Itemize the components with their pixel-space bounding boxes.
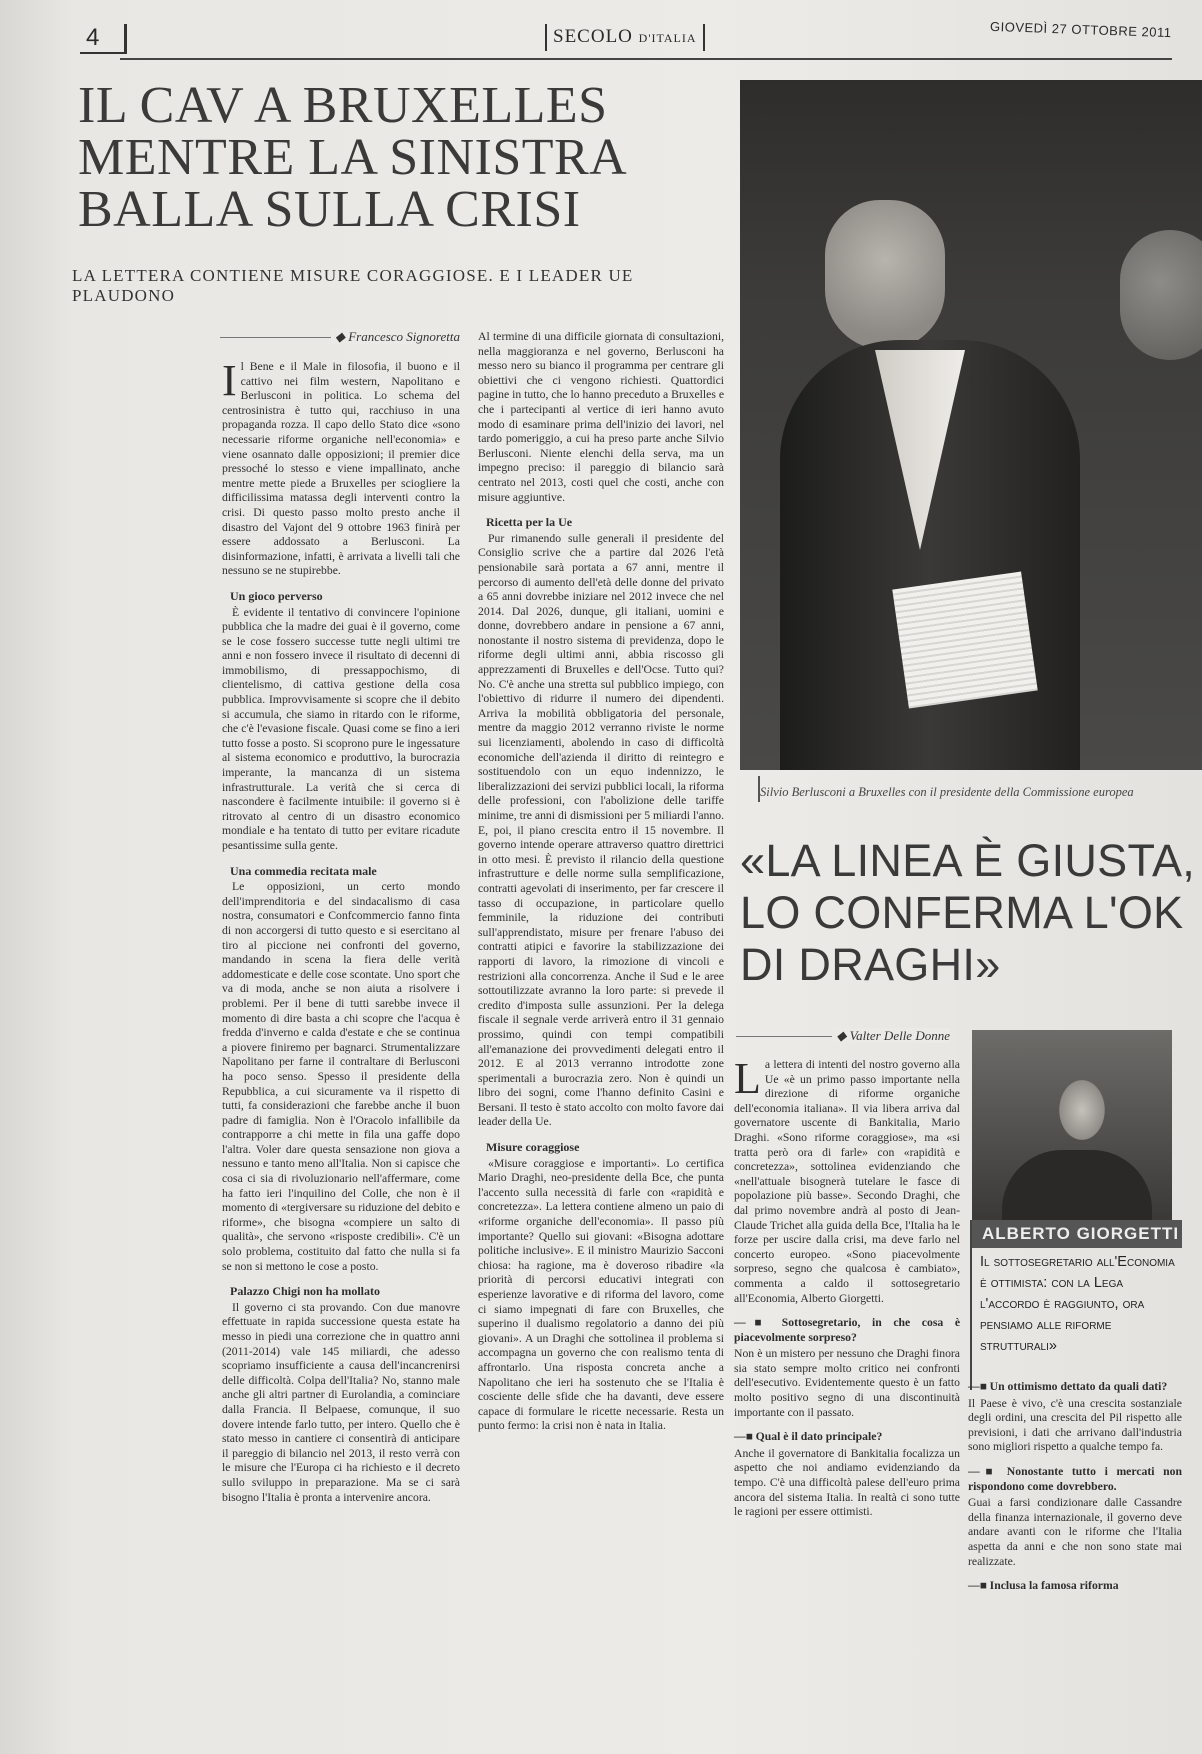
newspaper-name xyxy=(545,24,705,51)
giorgetti-photo xyxy=(972,1030,1172,1220)
barroso-berlusconi-photo xyxy=(740,80,1202,770)
main-subhead: LA LETTERA CONTIENE MISURE CORAGGIOSE. E I LEADER UE PLAUDONO xyxy=(72,266,634,305)
section-heading: Un gioco perverso xyxy=(230,588,323,603)
paragraph: «Misure coraggiose e importanti». Lo certifica Mario Draghi, neo-presidente della Bce, che punta l'accento sulla necessità di farle con «rapidità e concretezza». La lettera contiene almeno un paio di «riforme organiche dell'economia». Il passo più importante? Quello sui giovani: «Bisogna adottare politiche inclusive». E il ministro Maurizio Sacconi chiosa: ha ragione, ma è doveroso ribadire «la priorità di percorsi educativi integrati con esperienze lavorative e di riforma del lavoro, come ci siamo impegnati di fare con Bruxelles, che superino il dualismo regolatorio a danno dei più giovani». A un Draghi che sottolinea il problema si accompagna un governo che con realismo tenta di affrontarlo. Una risposta concreta anche a Napolitano che ieri ha sostenuto che se l'Italia è cosciente delle sfide che ha davanti, deve essere capace di formulare le ricette necessarie. Resta un punto fermo: la crisi non è nata in Italia. xyxy=(478,1156,724,1433)
giorgetti-description: Il sottosegretario all'Economia è ottimista: con la Lega l'accordo è raggiunto, ora pensiamo alle riforme strutturali» xyxy=(980,1254,1175,1354)
interview-question: —■ Sottosegretario, in che cosa è piacevolmente sorpreso? xyxy=(734,1316,960,1345)
interview-answer: Anche il governatore di Bankitalia focalizza un aspetto che noi andiamo evidenziando da tempo. C'è una difficoltà palese dell'euro prima ancora del sistema Italia. In realtà ci sono tutte le ragioni per essere ottimisti. xyxy=(734,1446,960,1519)
section-heading: Ricetta per la Ue xyxy=(486,515,573,530)
main-headline: IL CAV A BRUXELLES MENTRE LA SINISTRA BALLA SULLA CRISI xyxy=(78,77,625,238)
giorgetti-box xyxy=(970,1030,1202,1354)
page-header xyxy=(80,18,1172,58)
section-heading: Una commedia recitata male xyxy=(230,863,377,878)
section-heading: Palazzo Chigi non ha mollato xyxy=(230,1284,381,1299)
paragraph: Il governo ci sta provando. Con due manovre effettuate in rapida successione questa estate ha messo in piedi una correzione che in quattro anni (2011-2014) vale 145 miliardi, che adesso scopriamo insufficiente a causa dell'incancrenirsi delle difficoltà. Colpa dell'Italia? No, stanno male anche gli altri partner di Eurolandia, a cominciare dalla Francia. Il Belpaese, comunque, il suo dovere intende farlo tutto, per intero. Quello che è stato messo in cantiere ci consentirà di anticipare il pareggio di bilancio nel 2013, il resto verrà con le misure che l'Europa ci ha richiesto e il decreto sullo sviluppo in preparazione. Ma se ci sarà bisogno l'Italia è pronta a intervenire ancora. xyxy=(222,1300,460,1504)
quote-headline: «LA LINEA È GIUSTA, LO CONFERMA L'OK DI DRAGHI» xyxy=(740,835,1196,990)
interview-answer: Non è un mistero per nessuno che Draghi finora sia stato sempre molto critico nei confronti dell'esecutivo. Evidentemente questo è un fatto molto positivo segno di una discontinuità importante con il passato. xyxy=(734,1347,960,1419)
interview-question: —■ Qual è il dato principale? xyxy=(734,1430,960,1445)
giorgetti-name: ALBERTO GIORGETTI xyxy=(972,1220,1182,1248)
interview-question: —■ Un ottimismo dettato da quali dati? xyxy=(968,1380,1182,1395)
article1-column-2 xyxy=(478,330,724,1434)
page-number: 4 xyxy=(80,24,127,54)
article2-column-b xyxy=(968,1380,1182,1596)
photo-papers xyxy=(892,572,1037,709)
paragraph: Pur rimanendo sulle generali il presidente del Consiglio scrive che a partire dal 2026 l'età pensionabile sarà portata a 67 anni, mentre il percorso di aumento dell'età delle donne del privato a 65 anni dovrebbe iniziare nel 2012 invece che nel 2014. Dal 2026, dunque, gli italiani, uomini e donne, dovrebbero andare in pensione a 67 anni, nonostante il nostro sistema di previdenza, dopo le riforme degli ultimi anni, abbia riscosso gli apprezzamenti di Bruxelles e dell'Ocse. Tutto qui? No. C'è anche una stretta sul pubblico impiego, con l'obiettivo di ridurre il numero dei dipendenti. Arriva la mobilità obbligatoria del personale, mentre da maggio 2012 verranno riviste le norme sui licenziamenti, abolendo in caso di difficoltà economiche dell'azienda il diritto di reintegro e sostituendolo con un equo indennizzo, le liberalizzazioni dei servizi pubblici locali, la riforma delle professioni, con l'abolizione delle tariffe minime, tre anni di dismissioni per 5 miliardi l'anno. E, poi, il piano crescita entro il 15 novembre. Il governo intende operare attraverso quattro direttrici in otto mesi. È previsto il rilancio della questione infrastrutture e delle norme sulla semplificazione, contratti agevolati di inserimento, per far crescere il tasso di occupazione, in particolare quello femminile, la riduzione dei contributi sull'apprendistato, misure per frenare l'abuso dei contratti atipici e favorire la stabilizzazione dei rapporti di lavoro, la rimozione di vincoli e restrizioni alla concorrenza. Anche il Sud e le aree sottoutilizzate avranno la loro parte: si prevede il credito d'imposta sulle assunzioni. Per la delega fiscale il segnale verde arriverà entro il 31 gennaio prossimo, quindi con tempi compatibili all'emanazione dei provvedimenti delegati entro il 2012. E al 2013 verranno introdotte zone sperimentali a burocrazia zero. Non è quindi un libro dei sogni, come l'hanno definito Casini e Bersani. Il testo è stato accolto con molto favore dai leader della Ue. xyxy=(478,531,724,1129)
issue-date: GIOVEDÌ 27 OTTOBRE 2011 xyxy=(990,18,1173,41)
newspaper-suffix: D'ITALIA xyxy=(638,31,697,45)
photo-figure-head xyxy=(825,200,945,350)
byline-author: ◆ Valter Delle Donne xyxy=(832,1028,950,1043)
article1-column-1 xyxy=(222,356,460,1505)
newspaper-title: SECOLO xyxy=(553,26,633,47)
article2-column-a xyxy=(734,1054,961,1520)
dropcap-l: L xyxy=(734,1054,761,1103)
interview-answer: Guai a farsi condizionare dalle Cassandre della finanza internazionale, il governo deve andare avanti con le riforme che l'Italia aspetta da anni e che non sono state mai realizzate. xyxy=(968,1496,1182,1568)
paragraph: Al termine di una difficile giornata di consultazioni, nella maggioranza e nel governo, Berlusconi ha messo nero su bianco il programma per centrare gli obiettivi che ci vengono richiesti. Quattordici pagine in tutto, che lo hanno preceduto a Bruxelles e che i partecipanti al vertice di ieri hanno avuto modo di esaminare prima dell'inizio dei lavori, nel tardo pomeriggio, a cui ha preso parte anche Silvio Berlusconi. Niente elenchi della serva, ma un impegno preciso: il pareggio di bilancio sarà centrato nel 2013, costi quel che costi, anche con misure aggiuntive. xyxy=(478,330,725,504)
paragraph: l Bene e il Male in filosofia, il buono e il cattivo nei film western, Napolitano e Berlusconi in politica. Lo schema del centrosinistra è tutto qui, racchiuso in una propaganda rozza. Il capo dello Stato dice «sono necessarie riforme organiche nell'economia» e viene osannato dalle opposizioni; il premier dice pressoché lo stesso e viene impallinato, anche mentre mette piede a Bruxelles per sciogliere la difficilissima matassa degli interventi contro la crisi. Di questo passo molto presto anche il disastro del Vajont del 9 ottobre 1963 finirà per essere addossato a Berlusconi. La disinformazione, infatti, è arrivata a livelli tali che nessuno se ne stupirebbe. xyxy=(222,360,460,578)
header-rule xyxy=(120,58,1172,60)
byline-signoretta xyxy=(220,329,460,354)
paragraph: Le opposizioni, un certo mondo dell'imprenditoria e del sindacalismo di casa nostra, consumatori e Confcommercio fanno finta di non accorgersi di tutto questo e si esercitano al tiro al piccione nei confronti del governo, mandando in scena la fiera delle verità addomesticate e delle cose scontate. Uno sport che va di moda, anche se non aiuta a risolvere i problemi. Per il bene di tutti sarebbe invece il momento di dire basta a chi scopre che l'acqua è fredda d'inverno e calda d'estate e che se continua a piovere finiremo per bagnarci. Strumentalizzare Napolitano per farne il contraltare di Berlusconi ha poco senso. Spesso il presidente della Repubblica, a cui sicuramente va il rispetto di tutti, fa considerazioni che farebbe anche il buon padre di famiglia. Non è l'Oracolo infallibile da contrapporre a chi mette in fila una gaffe dopo l'altra. Voler dare questa sensazione non giova a nessuno e tanto meno all'Italia. Non si capisce che cosa ci sia di rivoluzionario nell'affermare, come ha fatto ieri l'inquilino del Colle, che non è il momento di «tergiversare su riduzione del debito e riforme», che bisogna «compiere un salto di qualità», che servono «risposte credibili». C'è un solo problema, costituito dal fatto che nulla si fa se non si mettono le cose a posto. xyxy=(222,880,460,1273)
giorgetti-photo-body xyxy=(1002,1150,1152,1220)
interview-answer: Il Paese è vivo, c'è una crescita sostanziale degli ordini, una crescita del Pil rispetto alle previsioni, i dati che arrivano dall'industria sono migliori rispetto a qualche tempo fa. xyxy=(968,1396,1182,1454)
photo-caption: Silvio Berlusconi a Bruxelles con il presidente della Commissione europea xyxy=(760,785,1134,799)
photo-background-figure xyxy=(1120,230,1202,360)
dropcap-i: I xyxy=(222,356,237,405)
byline-delle-donne xyxy=(736,1028,950,1053)
paragraph: È evidente il tentativo di convincere l'opinione pubblica che la madre dei guai è il governo, come se le cose fossero successe tutte negli ultimi tre anni e non fossero invece il risultato di decenni di immobilismo, di pressappochismo, di clientelismo, di cattiva gestione della cosa pubblica. Improvvisamente si scopre che il debito si accumula, che siamo in ritardo con le riforme, che c'è l'evasione fiscale. Quasi come se fino a ieri tutto fosse a posto. Si scoprono pure le ingessature al sistema economico e produttivo, la burocrazia imperante, la mancanza di un sistema infrastrutturale. La verità che si cerca di nascondere è facilmente intuibile: il governo si è ritrovato al centro di un disastro economico mondiale e ha tentato di tutto per evitare ricadute pesantissime sulla gente. xyxy=(222,605,460,852)
paragraph: a lettera di intenti del nostro governo alla Ue «è un primo passo importante nella direzione di riforme organiche dell'economia italiana». Il via libera arriva dal governatore uscente di Bankitalia, Mario Draghi. «Sono riforme coraggiose», ma «si tratta però ora di farle» con «rapidità e concretezza», sottolinea evidenziando che «nell'attuale bisognerà tutelare le fasce di popolazione più basse». Secondo Draghi, che dal primo novembre andrà al posto di Jean-Claude Trichet alla guida della Bce, l'Italia ha le forze per uscire dalla crisi, ma deve farlo nel concerto europeo. «Sono piacevolmente sorpreso, segno che qualcosa è cambiato», commenta a caldo il sottosegretario all'Economia, Alberto Giorgetti. xyxy=(734,1058,960,1305)
section-heading: Misure coraggiose xyxy=(486,1140,580,1155)
byline-author: ◆ Francesco Signoretta xyxy=(331,329,460,344)
interview-question: —■ Inclusa la famosa riforma xyxy=(968,1579,1182,1594)
interview-question: —■ Nonostante tutto i mercati non rispondono come dovrebbero. xyxy=(968,1465,1182,1494)
